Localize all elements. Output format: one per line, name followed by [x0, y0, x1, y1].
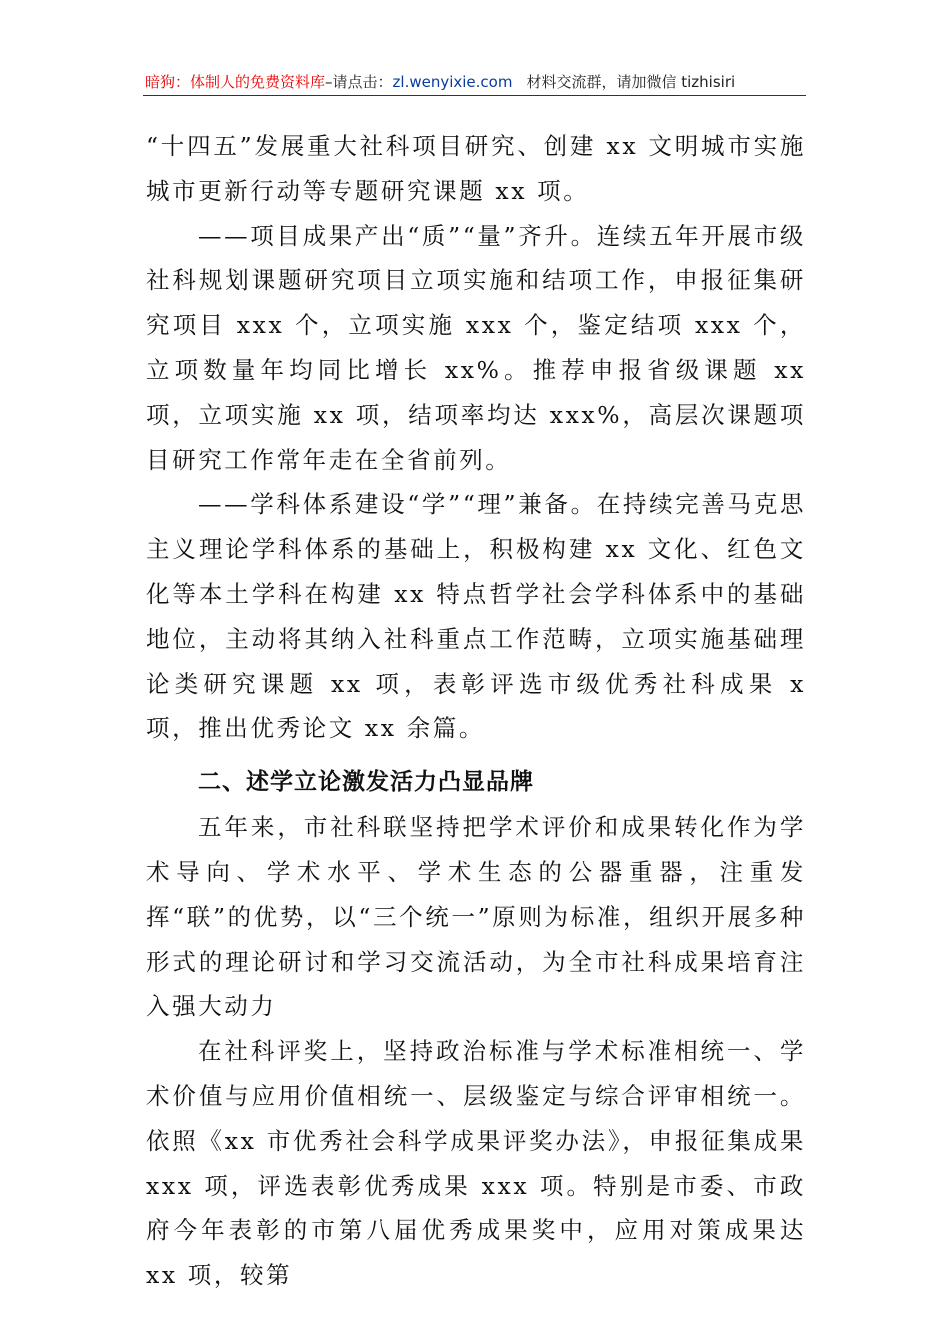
paragraph-social-science-awards: 在社科评奖上，坚持政治标准与学术标准相统一、学术价值与应用价值相统一、层级鉴定与综合评审相统一。依照《xx 市优秀社会科学成果评奖办法》，申报征集成果 xxx 项，评选表彰优秀成果 xxx 项。特别是市委、市政府今年表彰的市第八届优秀成果奖中，应用对策成果达 xx 项，较第: [146, 1037, 806, 1290]
header-wechat-note: 材料交流群，请加微信 tizhisiri: [526, 73, 736, 91]
header-divider: [143, 95, 806, 96]
section-heading: 二、述学立论激发活力凸显品牌: [198, 769, 534, 796]
header-brand: 暗狗：体制人的免费资料库: [145, 73, 326, 91]
paragraph-continuation: “十四五”发展重大社科项目研究、创建 xx 文明城市实施城市更新行动等专题研究课题 xx 项。: [146, 132, 806, 205]
paragraph-project-results: ——项目成果产出“质”“量”齐升。连续五年开展市级社科规划课题研究项目立项实施和结项工作，申报征集研究项目 xxx 个，立项实施 xxx 个，鉴定结项 xxx 个，立项数量年均同比增长 xx%。推荐申报省级课题 xx 项，立项实施 xx 项，结项率均达 xxx%，高层次课题项目研究工作常年走在全省前列。: [146, 221, 806, 474]
page-header: [145, 70, 805, 94]
header-click-prompt: –请点击：: [325, 73, 393, 91]
header-url-link[interactable]: zl.wenyixie.com: [392, 73, 513, 91]
paragraph-discipline-system: ——学科体系建设“学”“理”兼备。在持续完善马克思主义理论学科体系的基础上，积极构建 xx 文化、红色文化等本土学科在构建 xx 特点哲学社会学科体系中的基础地位，主动将其纳入社科重点工作范畴，立项实施基础理论类研究课题 xx 项，表彰评选市级优秀社科成果 x 项，推出优秀论文 xx 余篇。: [146, 490, 806, 743]
paragraph-five-years: 五年来，市社科联坚持把学术评价和成果转化作为学术导向、学术水平、学术生态的公器重器，注重发挥“联”的优势，以“三个统一”原则为标准，组织开展多种形式的理论研讨和学习交流活动，为全市社科成果培育注入强大动力: [146, 813, 806, 1021]
document-body: [146, 124, 806, 1298]
